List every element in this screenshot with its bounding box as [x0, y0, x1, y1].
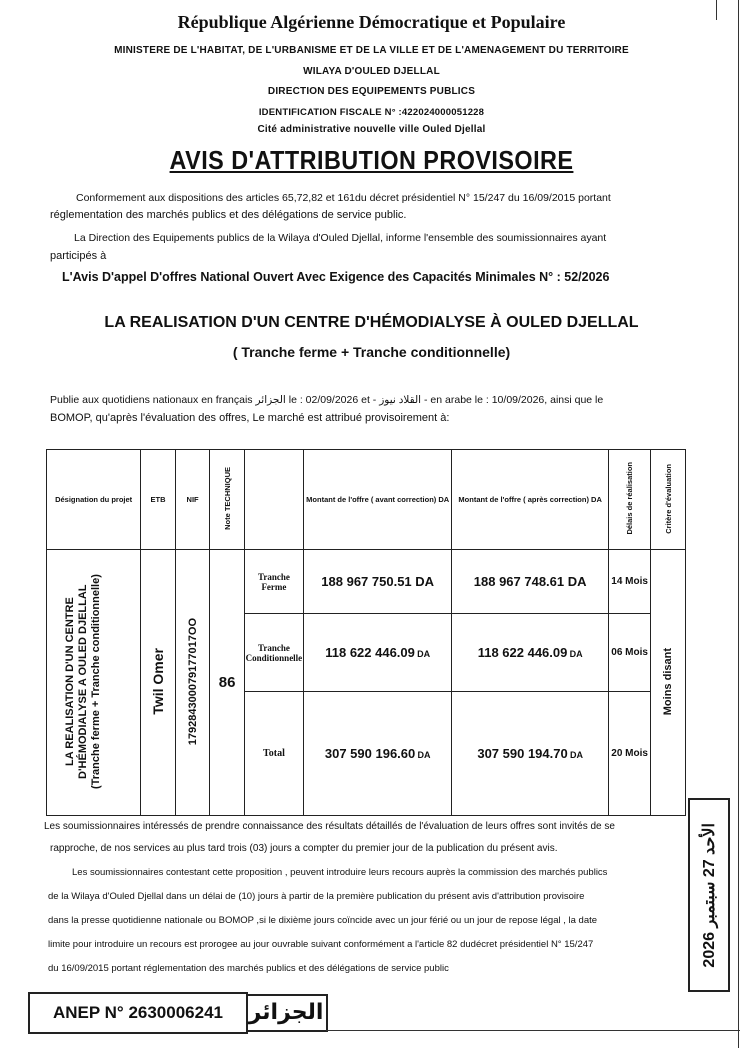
republic-heading: République Algérienne Démocratique et Populaire: [177, 12, 566, 32]
bottom-rule: [326, 1030, 740, 1031]
ministry-line: MINISTERE DE L'HABITAT, DE L'URBANISME ET DE LA VILLE ET DE L'AMENAGEMENT DU TERRITOIRE: [114, 45, 629, 56]
wilaya-line: WILAYA D'OULED DJELLAL: [303, 66, 440, 77]
header-criteria-text: Critère d'évaluation: [663, 463, 673, 534]
address-line: Cité administrative nouvelle ville Ouled Djellal: [257, 124, 486, 135]
amount-before-conditionnelle: 118 622 446.09: [325, 645, 415, 660]
newspaper-logo: الجزائر: [246, 994, 328, 1032]
row-label-total: Total: [244, 692, 303, 816]
footer-line3: Les soumissionnaires contestant cette proposition , peuvent introduire leurs recours auprès la commission des marchés publics: [72, 867, 608, 878]
date-stamp: [688, 798, 730, 992]
delay-ferme: 14 Mois: [608, 550, 651, 614]
delay-conditionnelle: 06 Mois: [608, 614, 651, 692]
page-title: AVIS D'ATTRIBUTION PROVISOIRE: [169, 145, 574, 175]
header-delay-text: Délais de réalisation: [625, 462, 635, 535]
publication-line1: Publie aux quotidiens nationaux en français الجزائر le : 02/09/2026 et - القلاد نيوز - en arabe le : 10/09/2026, ainsi que le: [50, 394, 604, 406]
header-nif: NIF: [175, 450, 210, 550]
header-etb: ETB: [141, 450, 176, 550]
project-title: LA REALISATION D'UN CENTRE D'HÉMODIALYSE À OULED DJELLAL: [104, 314, 639, 331]
footer-line4: de la Wilaya d'Ouled Djellal dans un délai de (10) jours à partir de la première publication du présent avis d'attribution provisoire: [48, 891, 585, 902]
amount-before-total-cell: [303, 692, 452, 816]
footer-line5: dans la presse quotidienne nationale ou BOMOP ,si le dixième jours coïncide avec un jour férié ou un jour de repose légal , la date: [48, 915, 598, 926]
row-label-ferme: Tranche Ferme: [244, 550, 303, 614]
header-note-text: Note TECHNIQUE: [222, 467, 232, 530]
designation-text: LA REALISATION D'UN CENTRE D'HÉMODIALYSE A OULED DJELLAL (Tranche ferme + Tranche conditionnelle): [63, 574, 102, 789]
appel-line: L'Avis D'appel D'offres National Ouvert Avec Exigence des Capacités Minimales N° : 52/2026: [62, 270, 610, 284]
unit-after-conditionnelle: DA: [569, 649, 583, 659]
anep-number: ANEP N° 2630006241: [28, 992, 248, 1034]
footer-line6: limite pour introduire un recours est prorogee au jour ouvrable suivant conformément a l'article 82 dudécret présidentiel N° 15/247: [48, 939, 594, 950]
amount-before-conditionnelle-cell: [303, 614, 452, 692]
direction-line: DIRECTION DES EQUIPEMENTS PUBLICS: [267, 86, 476, 97]
intro-p1-line2: réglementation des marchés publics et des délégations de service public.: [50, 209, 407, 221]
header-subcol: [244, 450, 303, 550]
note-cell: 86: [210, 550, 245, 816]
date-stamp-text: الأحد 27 سبتمبر 2026: [700, 822, 718, 968]
amount-after-total-cell: [452, 692, 608, 816]
unit-after-total: DA: [569, 750, 583, 760]
table-header-row: [47, 450, 686, 550]
footer-line2: rapproche, de nos services au plus tard trois (03) jours a compter du premier jour de la publication du présent avis.: [50, 843, 558, 854]
project-subtitle: ( Tranche ferme + Tranche conditionnelle): [232, 344, 511, 360]
fiscal-id-line: IDENTIFICATION FISCALE N° :422024000051228: [258, 107, 485, 118]
header-amount-after: Montant de l'offre ( après correction) DA: [452, 450, 608, 550]
footer-line7: du 16/09/2015 portant réglementation des marchés publics et des délégations de service public: [48, 963, 449, 974]
page-border-right: [738, 0, 739, 1048]
footer-line1: Les soumissionnaires intéressés de prendre connaissance des résultats détaillés de l'évaluation de leurs offres sont invités de se: [44, 821, 615, 832]
intro-p2-line2: participés à: [50, 250, 107, 262]
results-table: [46, 449, 686, 816]
etb-cell: [141, 550, 176, 816]
nif-text: 179284300079177017OO: [186, 617, 199, 746]
nif-cell: [175, 550, 210, 816]
criteria-text: Moins disant: [662, 647, 675, 716]
header-amount-before: Montant de l'offre ( avant correction) DA: [303, 450, 452, 550]
row-label-conditionnelle: Tranche Conditionnelle: [244, 614, 303, 692]
intro-p1-line1: Conformement aux dispositions des articles 65,72,82 et 161du décret présidentiel N° 15/247 du 16/09/2015 portant: [76, 192, 611, 204]
header-designation: Désignation du projet: [47, 450, 141, 550]
amount-after-total: 307 590 194.70: [477, 746, 568, 761]
header-note: [210, 450, 245, 550]
amount-after-conditionnelle: 118 622 446.09: [477, 645, 568, 660]
criteria-cell: [651, 550, 686, 816]
amount-before-total: 307 590 196.60: [324, 746, 416, 761]
amount-after-conditionnelle-cell: [452, 614, 608, 692]
delay-total: 20 Mois: [608, 692, 651, 816]
publication-line2: BOMOP, qu'après l'évaluation des offres, Le marché est attribué provisoirement à:: [50, 412, 450, 424]
designation-cell: [47, 550, 141, 816]
etb-text: Twil Omer: [150, 648, 167, 715]
table-row-ferme: [47, 550, 686, 614]
amount-after-ferme: 188 967 748.61 DA: [452, 550, 608, 614]
intro-p2-line1: La Direction des Equipements publics de la Wilaya d'Ouled Djellal, informe l'ensemble des soumissionnaires ayant: [74, 232, 607, 244]
header-delay: [608, 450, 651, 550]
amount-before-ferme: 188 967 750.51 DA: [303, 550, 452, 614]
unit-before-conditionnelle: DA: [417, 649, 431, 659]
header-criteria: [651, 450, 686, 550]
unit-before-total: DA: [417, 750, 431, 760]
